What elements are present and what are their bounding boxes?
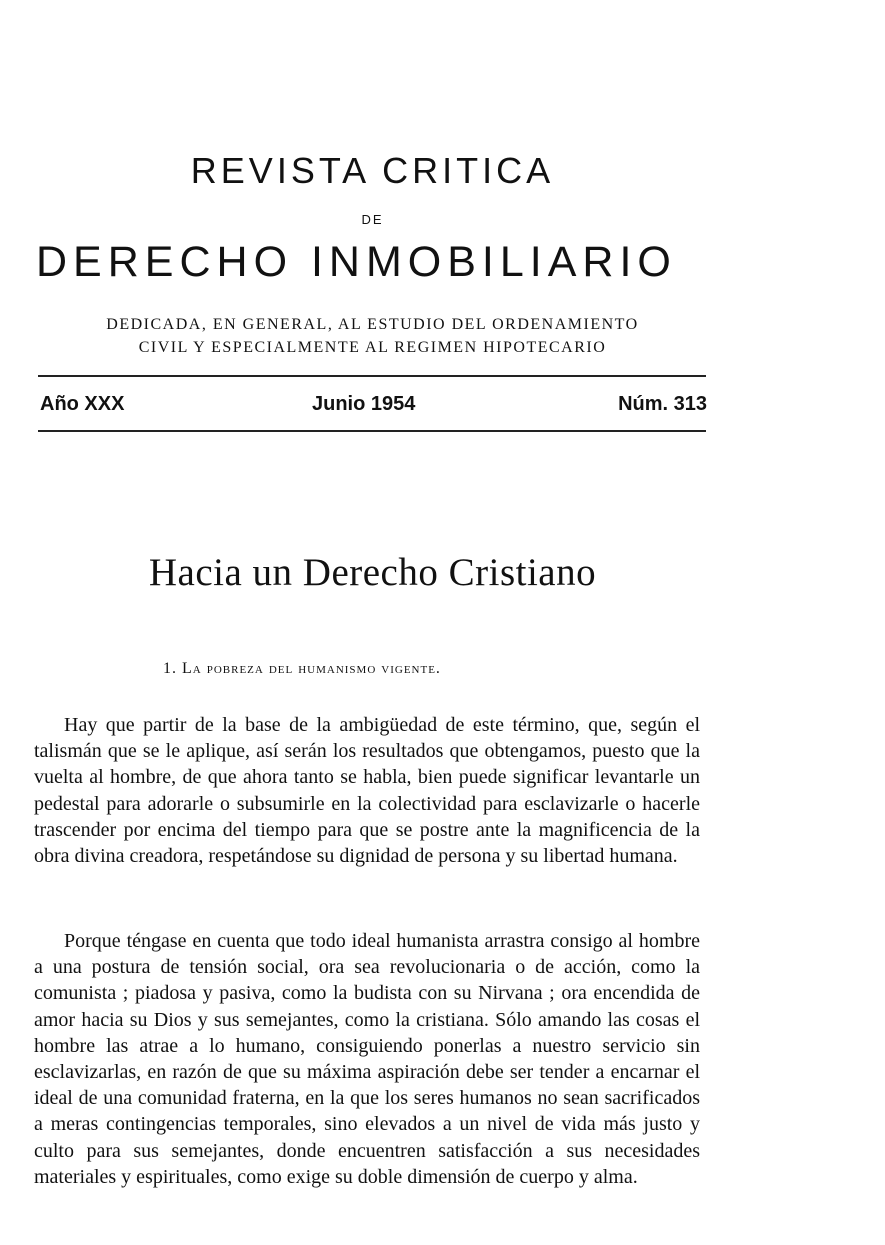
- issue-year: Año XXX: [40, 393, 125, 415]
- body-paragraph: Porque téngase en cuenta que todo ideal humanista arrastra consigo al hombre a una postura de tensión social, ora sea revolucionaria o de acción, como la comunista ; piadosa y pasiva, como la budista con su Nirvana ; ora encendida de amor hacia su Dios y sus semejantes, como la cristiana. Sólo amando las cosas el hombre las atrae a lo humano, consiguiendo ponerlas a nuestro servicio sin esclavizarlas, en razón de que su máxima aspiración debe ser tender a encarnar el ideal de una comunidad fraterna, en la que los seres humanos no sean sacrificados a meras contingencias temporales, sino elevados a un nivel de vida más justo y culto para sus semejantes, donde encuentren satisfacción a sus necesidades materiales y espirituales, como exige su doble dimensión de cuerpo y alma.: [34, 930, 700, 1188]
- journal-title-line3: DERECHO INMOBILIARIO: [36, 238, 677, 286]
- issue-date: Junio 1954: [312, 393, 416, 415]
- journal-subtitle-line1: DEDICADA, EN GENERAL, AL ESTUDIO DEL ORDENAMIENTO: [106, 316, 639, 333]
- issue-number: Núm. 313: [618, 393, 707, 415]
- section-heading: 1. La pobreza del humanismo vigente.: [163, 660, 441, 677]
- article-title: Hacia un Derecho Cristiano: [148, 551, 597, 594]
- top-rule: [38, 375, 706, 377]
- body-paragraph: Hay que partir de la base de la ambigüedad de este término, que, según el talismán que se le aplique, así serán los resultados que obtengamos, puesto que la vuelta al hombre, de que ahora tanto se habla, bien puede significar levantarle un pedestal para adorarle o subsumirle en la colectividad para esclavizarle o hacerle trascender por encima del tiempo para que se postre ante la magnificencia de la obra divina creadora, respetándose su dignidad de persona y su libertad humana.: [34, 714, 700, 868]
- journal-subtitle-line2: CIVIL Y ESPECIALMENTE AL REGIMEN HIPOTECARIO: [138, 339, 607, 356]
- bottom-rule: [38, 430, 706, 432]
- journal-title-line1: REVISTA CRITICA: [190, 150, 555, 191]
- journal-title-line2: DE: [361, 212, 384, 227]
